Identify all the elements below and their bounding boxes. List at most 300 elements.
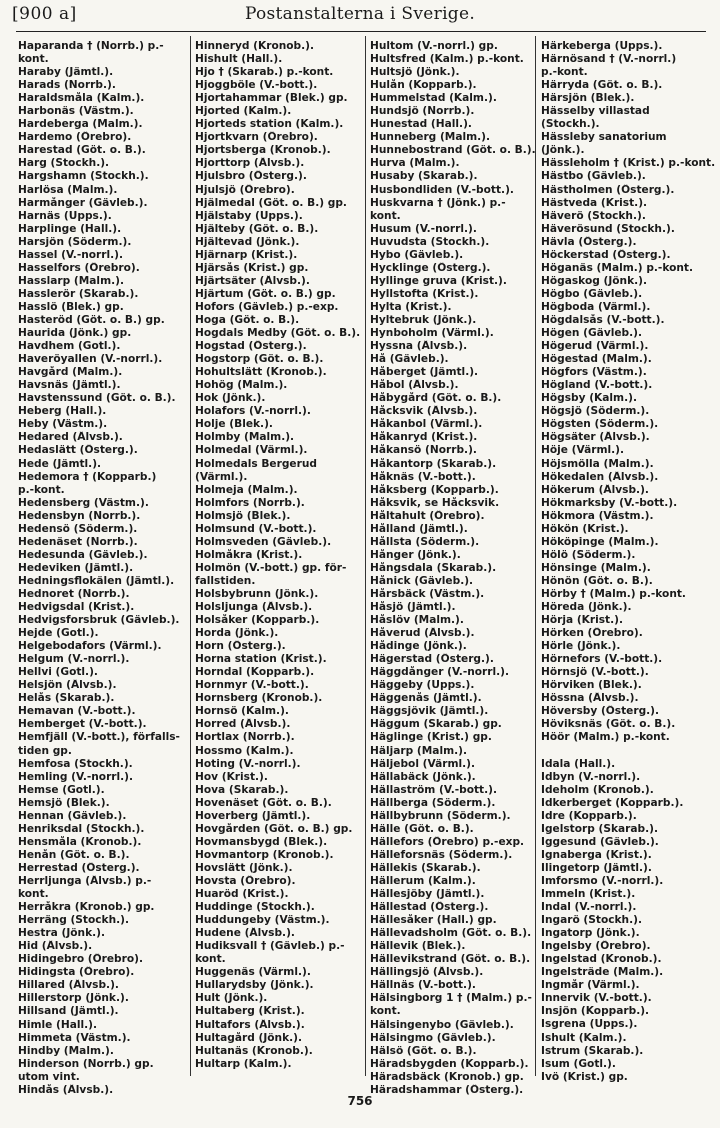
index-entry: Hässleholm † (Krist.) p.-kont. <box>541 157 716 170</box>
index-entry: Håverud (Älvsb.). <box>370 627 475 640</box>
index-entry: Holsåker (Kopparb.). <box>195 614 320 627</box>
index-entry: Hogstad (Österg.). <box>195 340 307 353</box>
index-entry: fallstiden. <box>195 574 256 587</box>
index-entry: Hällevik (Blek.). <box>370 940 466 953</box>
index-entry: Hynboholm (Värml.). <box>370 327 494 340</box>
index-entry: Haveröyallen (V.-norrl.). <box>18 353 163 366</box>
index-entry: Hjältevad (Jönk.). <box>195 235 300 248</box>
index-entry: Häggdånger (V.-norrl.). <box>370 666 510 679</box>
index-entry: Hossmo (Kalm.). <box>195 744 294 757</box>
index-entry: Hidingsta (Örebro). <box>18 966 135 979</box>
index-entry: Hölö (Söderm.). <box>541 548 636 561</box>
index-entry: Hovmansbygd (Blek.). <box>195 835 328 848</box>
index-entry: Hörle (Jönk.). <box>541 640 621 653</box>
index-entry: Ingmår (Värml.). <box>541 979 640 992</box>
index-entry: Högsjö (Söderm.). <box>541 405 650 418</box>
index-entry: Hillsand (Jämtl.). <box>18 1005 119 1018</box>
index-entry: Hovsta (Örebro). <box>195 875 296 887</box>
index-entry: Hössna (Älvsb.). <box>541 692 639 705</box>
index-entry: Högen (Gävleb.). <box>541 327 643 340</box>
index-entry: Henriksdal (Stockh.). <box>18 822 145 835</box>
index-entry: Höje (Värml.). <box>541 444 625 457</box>
index-entry: Hofors (Gävleb.) p.-exp. <box>195 300 339 313</box>
index-entry: Henån (Göt. o. B.). <box>18 848 130 861</box>
index-entry: Hasslö (Blek.) gp. <box>18 300 124 313</box>
index-entry: Innervik (V.-bott.). <box>541 992 652 1005</box>
index-entry: Hjorteds station (Kalm.). <box>195 118 344 131</box>
index-entry: Hyssna (Älvsb.). <box>370 340 468 353</box>
index-entry: Hjulsjö (Örebro). <box>195 183 295 196</box>
index-entry: Harads (Norrb.). <box>18 79 116 92</box>
index-entry: Hasslarp (Malm.). <box>18 274 124 287</box>
index-entry: Hedvigsdal (Krist.). <box>18 601 135 614</box>
index-entry: Hjulsbro (Österg.). <box>195 170 307 183</box>
index-entry: tiden gp. <box>18 744 72 757</box>
index-entry: Hedared (Älvsb.). <box>18 431 123 444</box>
index-entry: Hemsjö (Blek.). <box>18 796 110 809</box>
index-entry: Himmeta (Västm.). <box>18 1031 131 1044</box>
index-entry: Hultafors (Älvsb.). <box>195 1018 305 1031</box>
index-entry: Havstenssund (Göt. o. B.). <box>18 392 176 405</box>
index-entry: Hå (Gävleb.). <box>370 353 449 366</box>
index-entry: Högdalsås (V.-bott.). <box>541 313 665 326</box>
index-entry: utom vint. <box>18 1070 80 1083</box>
index-entry: Hargshamn (Stockh.). <box>18 170 149 183</box>
index-entry: p.-kont. <box>541 66 588 79</box>
index-entry: Hunestad (Hall.). <box>370 118 472 131</box>
index-entry: Huddungeby (Västm.). <box>195 914 330 927</box>
index-column-2 <box>195 40 365 1080</box>
index-entry: Holsljunga (Älvsb.). <box>195 601 313 614</box>
index-entry: Idkerberget (Kopparb.). <box>541 796 684 809</box>
index-entry: Hörviken (Blek.). <box>541 679 642 692</box>
index-entry: Holmby (Malm.). <box>195 431 295 444</box>
index-entry: p.-kont. <box>18 483 65 496</box>
index-entry: Hedaslätt (Österg.). <box>18 444 138 457</box>
index-entry: Hedensö (Söderm.). <box>18 522 138 535</box>
index-entry: Hemavan (V.-bott.). <box>18 705 136 718</box>
index-entry: Hemfosa (Stockh.). <box>18 757 133 770</box>
index-entry: Hohultslätt (Kronob.). <box>195 366 327 379</box>
index-entry: Hällbybrunn (Söderm.). <box>370 809 511 822</box>
index-entry: Huskvarna † (Jönk.) p.- <box>370 196 506 209</box>
index-entry: Högfors (Västm.). <box>541 366 647 379</box>
index-entry: Hälsingmo (Gävleb.). <box>370 1031 496 1044</box>
index-entry: Herråkra (Kronob.) gp. <box>18 901 155 914</box>
index-entry: Höganäs (Malm.) p.-kont. <box>541 261 693 274</box>
index-entry: Harnäs (Upps.). <box>18 209 112 222</box>
index-entry: Hestra (Jönk.). <box>18 927 106 940</box>
index-entry: Hardeberga (Malm.). <box>18 118 143 131</box>
index-entry: Hoverberg (Jämtl.). <box>195 809 311 822</box>
index-entry: Hedningsflokälen (Jämtl.). <box>18 574 175 587</box>
index-entry: Hårsbäck (Västm.). <box>370 587 485 600</box>
index-entry: Hällekis (Skarab.). <box>370 861 481 874</box>
index-entry: Hovmantorp (Kronob.). <box>195 848 334 861</box>
index-entry: Håberget (Jämtl.). <box>370 366 479 379</box>
index-entry: Istrum (Skarab.). <box>541 1044 644 1057</box>
index-entry: Harlösa (Malm.). <box>18 183 118 196</box>
index-entry: Ingatorp (Jönk.). <box>541 927 640 940</box>
index-entry: Idre (Kopparb.). <box>541 809 637 822</box>
index-entry: Hällberga (Söderm.). <box>370 796 496 809</box>
index-entry: Håbygård (Göt. o. B.). <box>370 392 502 405</box>
index-entry: Häglinge (Krist.) gp. <box>370 731 492 744</box>
index-entry: Hoting (V.-norrl.). <box>195 757 301 770</box>
index-entry: Hjälteby (Göt. o. B.). <box>195 222 319 235</box>
index-entry: Häggeby (Upps.). <box>370 679 475 692</box>
index-entry: Himle (Hall.). <box>18 1018 98 1031</box>
index-entry: Hultarp (Kalm.). <box>195 1057 292 1070</box>
index-entry: Hävla (Österg.). <box>541 235 637 248</box>
index-entry: Ingarö (Stockh.). <box>541 914 642 927</box>
index-entry: Hellvi (Gotl.). <box>18 666 98 679</box>
index-entry: Holmsjö (Blek.). <box>195 509 291 522</box>
index-entry: kont. <box>195 953 226 966</box>
index-entry: Husum (V.-norrl.). <box>370 222 477 235</box>
index-entry: Ilingetorp (Jämtl.). <box>541 861 652 874</box>
index-entry: Insjön (Kopparb.). <box>541 1005 650 1018</box>
index-entry: Hedeviken (Jämtl.). <box>18 561 134 574</box>
index-entry: Ingelsby (Örebro). <box>541 940 651 953</box>
index-entry: Hyllinge gruva (Krist.). <box>370 274 507 287</box>
index-entry: Holmsund (V.-bott.). <box>195 522 317 535</box>
index-entry: Hjälmedal (Göt. o. B.) gp. <box>195 196 347 209</box>
index-entry: Holmfors (Norrb.). <box>195 496 305 509</box>
index-entry: Hästbo (Gävleb.). <box>541 170 646 183</box>
index-entry: Harestad (Göt. o. B.). <box>18 144 146 157</box>
index-column-1 <box>18 40 188 1096</box>
index-entry: Hudene (Älvsb.). <box>195 927 295 940</box>
index-entry: Holmsveden (Gävleb.). <box>195 535 332 548</box>
index-entry: Hummelstad (Kalm.). <box>370 92 497 105</box>
index-entry: Huddinge (Stockh.). <box>195 901 315 914</box>
index-entry: Imforsmo (V.-norrl.). <box>541 874 664 887</box>
index-entry: Härkeberga (Upps.). <box>541 40 663 52</box>
index-entry: Hållsta (Söderm.). <box>370 535 480 548</box>
index-entry: Havsnäs (Jämtl.). <box>18 379 121 392</box>
index-entry: Hult (Jönk.). <box>195 992 268 1005</box>
index-entry: Hånick (Gävleb.). <box>370 574 474 587</box>
index-entry: Hardemo (Örebro). <box>18 131 132 144</box>
index-entry: kont. <box>370 209 401 222</box>
index-entry: Heby (Västm.). <box>18 418 108 431</box>
index-entry: Hede (Jämtl.). <box>18 457 102 470</box>
index-entry: Huvudsta (Stockh.). <box>370 235 490 248</box>
index-entry: Holmedal (Värml.). <box>195 444 308 457</box>
index-entry: Hultaberg (Krist.). <box>195 1005 305 1018</box>
index-entry: Håkanryd (Krist.). <box>370 431 478 444</box>
index-entry: Hennan (Gävleb.). <box>18 809 127 822</box>
index-entry: Härnösand † (V.-norrl.) <box>541 53 677 66</box>
index-entry: Håksberg (Kopparb.). <box>370 483 499 496</box>
index-entry: Holsbybrunn (Jönk.). <box>195 587 319 600</box>
index-entry: Hörnsjö (V.-bott.). <box>541 666 649 679</box>
index-entry: Hornmyr (V.-bott.). <box>195 679 309 692</box>
index-entry: Häradshammar (Österg.). <box>370 1083 524 1096</box>
index-entry: Hedemora † (Kopparb.) <box>18 470 157 483</box>
index-entry: Hällesjöby (Jämtl.). <box>370 888 485 901</box>
index-entry: Herräng (Stockh.). <box>18 914 130 927</box>
index-entry: Heberg (Hall.). <box>18 405 107 418</box>
index-entry: Holafors (V.-norrl.). <box>195 405 311 418</box>
index-entry: Hjärtum (Göt. o. B.) gp. <box>195 287 336 300</box>
index-entry: Högsäter (Älvsb.). <box>541 431 650 444</box>
index-entry: Hedensbyn (Norrb.). <box>18 509 141 522</box>
index-entry: Hoga (Göt. o. B.). <box>195 313 300 326</box>
index-entry: Hemfjäll (V.-bott.), förfalls- <box>18 731 180 744</box>
index-entry: Hybo (Gävleb.). <box>370 248 464 261</box>
index-entry: Holmeja (Malm.). <box>195 483 298 496</box>
index-entry: Hovslätt (Jönk.). <box>195 861 293 874</box>
index-entry: Hasselfors (Örebro). <box>18 261 140 274</box>
index-entry: Harsjön (Söderm.). <box>18 235 132 248</box>
index-entry: Hurva (Malm.). <box>370 157 460 170</box>
index-entry: Hökmora (Västm.). <box>541 509 654 522</box>
index-columns <box>18 40 716 1096</box>
index-entry: Hällefors (Örebro) p.-exp. <box>370 835 525 848</box>
index-column-4 <box>541 40 717 1083</box>
index-entry: Horna station (Krist.). <box>195 653 327 666</box>
index-entry: Hedenäset (Norrb.). <box>18 535 138 548</box>
index-entry: Hinderson (Norrb.) gp. <box>18 1057 154 1070</box>
index-entry: Håknäs (V.-bott.). <box>370 470 476 483</box>
index-entry: Härsjön (Blek.). <box>541 92 635 105</box>
index-entry: Hörby † (Malm.) p.-kont. <box>541 587 686 600</box>
index-entry: Hultanäs (Kronob.). <box>195 1044 313 1057</box>
index-entry: Hok (Jönk.). <box>195 392 266 405</box>
index-entry: Häradsbäck (Kronob.) gp. <box>370 1070 524 1083</box>
index-entry: Hillared (Älvsb.). <box>18 979 119 992</box>
index-entry: Högaskog (Jönk.). <box>541 274 648 287</box>
index-column-3 <box>370 40 538 1096</box>
index-entry: Hasteröd (Göt. o. B.) gp. <box>18 313 165 326</box>
index-entry: Ingelsträde (Malm.). <box>541 966 664 979</box>
index-entry: Hultsjö (Jönk.). <box>370 66 460 79</box>
index-entry: Holmedals Bergerud <box>195 457 317 470</box>
page-reference: [900 a] <box>12 4 77 24</box>
index-entry: kont. <box>18 53 49 66</box>
index-entry: Håksvik, se Håcksvik. <box>370 496 500 509</box>
index-entry: Höör (Malm.) p.-kont. <box>541 731 670 744</box>
index-entry: Höckerstad (Österg.). <box>541 248 671 261</box>
index-entry: (Jönk.). <box>541 144 585 157</box>
index-entry: Häggenås (Jämtl.). <box>370 692 482 705</box>
index-entry: Hångsdala (Skarab.). <box>370 561 497 574</box>
index-entry: Hässelby villastad <box>541 105 650 118</box>
index-entry: Hohög (Malm.). <box>195 379 288 392</box>
index-entry: Håkantorp (Skarab.). <box>370 457 497 470</box>
index-entry: Höreda (Jönk.). <box>541 601 632 614</box>
index-entry: Iggesund (Gävleb.). <box>541 835 659 848</box>
index-entry: Hortlax (Norrb.). <box>195 731 295 744</box>
index-entry: Harmånger (Gävleb.). <box>18 196 148 209</box>
index-entry: Hudiksvall † (Gävleb.) p.- <box>195 940 345 953</box>
index-entry: Hova (Skarab.). <box>195 783 289 796</box>
index-entry: Häradsbygden (Kopparb.). <box>370 1057 529 1070</box>
index-entry: Idala (Hall.). <box>541 757 616 770</box>
index-entry: Höversby (Österg.). <box>541 705 660 718</box>
index-entry: Hjortsberga (Kronob.). <box>195 144 331 157</box>
index-entry: Idbyn (V.-norrl.). <box>541 770 641 783</box>
index-entry: (Värml.). <box>195 470 248 483</box>
index-entry: Hultsfred (Kalm.) p.-kont. <box>370 53 524 66</box>
index-entry: Hjortkvarn (Örebro). <box>195 131 318 144</box>
index-entry: Härryda (Göt. o. B.). <box>541 79 663 92</box>
index-entry: Håslöv (Malm.). <box>370 614 464 627</box>
index-entry: Hjortahammar (Blek.) gp. <box>195 92 348 105</box>
index-entry: Hökedalen (Älvsb.). <box>541 470 659 483</box>
page-title: Postanstalterna i Sverige. <box>244 4 476 24</box>
index-entry: Haraldsmåla (Kalm.). <box>18 92 145 105</box>
index-entry: Hedvigsforsbruk (Gävleb.). <box>18 614 180 627</box>
index-entry: Hultom (V.-norrl.) gp. <box>370 40 498 52</box>
index-entry: Ishult (Kalm.). <box>541 1031 627 1044</box>
index-entry: Hällabäck (Jönk.). <box>370 770 476 783</box>
index-entry: Hyltebruk (Jönk.). <box>370 313 477 326</box>
index-entry: Hovgården (Göt. o. B.) gp. <box>195 822 353 835</box>
index-entry: Hörken (Örebro). <box>541 627 643 640</box>
index-entry: Hjoggböle (V.-bott.). <box>195 79 318 92</box>
index-entry: Hälsö (Göt. o. B.). <box>370 1044 477 1057</box>
index-entry: Hällaström (V.-bott.). <box>370 783 498 796</box>
index-entry: Hindby (Malm.). <box>18 1044 114 1057</box>
index-entry: Hörja (Krist.). <box>541 614 624 627</box>
index-entry: Hednoret (Norrb.). <box>18 587 130 600</box>
index-entry: Hjo † (Skarab.) p.-kont. <box>195 66 334 79</box>
index-entry: Hjorttorp (Älvsb.). <box>195 157 305 170</box>
index-entry: Hjärnarp (Krist.). <box>195 248 298 261</box>
index-entry: Ivö (Krist.) gp. <box>541 1070 628 1083</box>
index-entry: Helsjön (Älvsb.). <box>18 679 117 692</box>
index-entry: Hjärtsäter (Älvsb.). <box>195 274 310 287</box>
index-entry: Hällevadsholm (Göt. o. B.). <box>370 927 532 940</box>
index-entry: Haurida (Jönk.) gp. <box>18 327 132 340</box>
index-entry: Herrljunga (Älvsb.) p.- <box>18 875 152 887</box>
index-entry: Huggenäs (Värml.). <box>195 966 311 979</box>
index-entry: Hökön (Krist.). <box>541 522 629 535</box>
header-rule <box>16 31 706 32</box>
index-entry: Isum (Gotl.). <box>541 1057 616 1070</box>
index-entry: Hillerstorp (Jönk.). <box>18 992 129 1005</box>
index-entry: Hundsjö (Norrb.). <box>370 105 475 118</box>
index-entry: Hedesunda (Gävleb.). <box>18 548 148 561</box>
index-entry: Hällingsjö (Älvsb.). <box>370 966 484 979</box>
index-entry: Häljarp (Malm.). <box>370 744 468 757</box>
index-entry: Håltahult (Örebro). <box>370 509 485 522</box>
index-entry: Håkansö (Norrb.). <box>370 444 477 457</box>
index-entry: Haparanda † (Norrb.) p.- <box>18 40 164 52</box>
index-entry: Hönön (Göt. o. B.). <box>541 574 653 587</box>
index-entry: Håcksvik (Älvsb.). <box>370 405 478 418</box>
index-entry: Hunnebostrand (Göt. o. B.). <box>370 144 536 157</box>
index-entry: Hådinge (Jönk.). <box>370 640 467 653</box>
index-entry: Immeln (Krist.). <box>541 888 636 900</box>
index-entry: Hasslerör (Skarab.). <box>18 287 139 300</box>
index-entry: Hulån (Kopparb.). <box>370 79 477 92</box>
index-entry: Hullarydsby (Jönk.). <box>195 979 314 992</box>
index-entry: Horred (Älvsb.). <box>195 718 291 731</box>
index-entry: Hidingebro (Örebro). <box>18 953 144 966</box>
index-entry: Harplinge (Hall.). <box>18 222 122 235</box>
index-entry: Igelstorp (Skarab.). <box>541 822 658 835</box>
index-entry: Hällerum (Kalm.). <box>370 875 476 887</box>
index-entry: Hästveda (Krist.). <box>541 196 648 209</box>
index-entry: Hemse (Gotl.). <box>18 783 105 796</box>
page-number: 756 <box>347 1094 373 1108</box>
index-entry: Högsby (Kalm.). <box>541 392 637 405</box>
index-entry: Hyllstofta (Krist.). <box>370 287 479 300</box>
index-entry: Högerud (Värml.). <box>541 340 649 353</box>
index-entry: kont. <box>18 888 49 901</box>
index-entry: Hovenäset (Göt. o. B.). <box>195 796 332 809</box>
index-entry: Hishult (Hall.). <box>195 53 283 66</box>
index-entry: Hemberget (V.-bott.). <box>18 718 147 731</box>
index-entry: Håbol (Älvsb.). <box>370 379 459 392</box>
index-entry: Håsjö (Jämtl.). <box>370 601 456 614</box>
index-entry: (Stockh.). <box>541 118 600 131</box>
index-entry: Hjälstaby (Upps.). <box>195 209 303 222</box>
index-entry: Hjorted (Kalm.). <box>195 105 292 118</box>
index-entry: Hällesåker (Hall.) gp. <box>370 914 497 927</box>
index-entry: Höjsmölla (Malm.). <box>541 457 654 470</box>
index-entry: Herrestad (Österg.). <box>18 861 140 874</box>
index-entry: Horda (Jönk.). <box>195 627 279 640</box>
index-entry: Hultagård (Jönk.). <box>195 1031 303 1044</box>
index-entry: Hinneryd (Kronob.). <box>195 40 315 52</box>
index-entry: Hönsinge (Malm.). <box>541 561 651 574</box>
index-entry: Häggum (Skarab.) gp. <box>370 718 502 731</box>
index-entry: Hålland (Jämtl.). <box>370 522 468 535</box>
index-entry: Hägerstad (Österg.). <box>370 653 494 666</box>
index-entry: Havgård (Malm.). <box>18 366 123 379</box>
index-entry: Häljebol (Värml.). <box>370 757 476 770</box>
index-entry: Hököpinge (Malm.). <box>541 535 659 548</box>
index-entry: Högestad (Malm.). <box>541 353 652 366</box>
index-entry: Håkanbol (Värml.). <box>370 418 483 431</box>
index-entry: Hornsö (Kalm.). <box>195 705 289 718</box>
index-entry: Hällevikstrand (Göt. o. B.). <box>370 953 531 966</box>
index-entry: Hälsingenybo (Gävleb.). <box>370 1018 514 1031</box>
index-entry: Hjärsås (Krist.) gp. <box>195 261 309 274</box>
index-entry: Högsten (Söderm.). <box>541 418 659 431</box>
index-entry: Häverö (Stockh.). <box>541 209 646 222</box>
index-entry: Hycklinge (Österg.). <box>370 261 491 274</box>
index-entry: Horn (Österg.). <box>195 640 286 653</box>
index-entry: Hid (Älvsb.). <box>18 940 93 953</box>
index-entry: Helgebodafors (Värml.). <box>18 640 162 653</box>
index-entry: Hensmåla (Kronob.). <box>18 835 142 848</box>
index-entry: Högland (V.-bott.). <box>541 379 653 392</box>
index-entry: Horndal (Kopparb.). <box>195 666 315 679</box>
index-entry: Hov (Krist.). <box>195 770 268 783</box>
index-entry: Holmön (V.-bott.) gp. för- <box>195 561 347 574</box>
index-entry: Hökmarksby (V.-bott.). <box>541 496 678 509</box>
index-entry: Hindås (Älvsb.). <box>18 1083 114 1096</box>
index-entry: Haraby (Jämtl.). <box>18 66 114 79</box>
index-entry: Hästholmen (Österg.). <box>541 183 675 196</box>
index-entry: Husbondliden (V.-bott.). <box>370 183 514 196</box>
index-entry: Hogstorp (Göt. o. B.). <box>195 353 324 366</box>
index-entry: Hylta (Krist.). <box>370 300 452 313</box>
index-entry: Harg (Stockh.). <box>18 157 110 170</box>
index-entry: Hälleforsnäs (Söderm.). <box>370 848 513 861</box>
index-entry: Hejde (Gotl.). <box>18 627 99 640</box>
index-entry: Häverösund (Stockh.). <box>541 222 675 235</box>
index-entry: Husaby (Skarab.). <box>370 170 478 183</box>
index-entry: Hällnäs (V.-bott.). <box>370 979 476 992</box>
index-entry: Helås (Skarab.). <box>18 692 115 705</box>
